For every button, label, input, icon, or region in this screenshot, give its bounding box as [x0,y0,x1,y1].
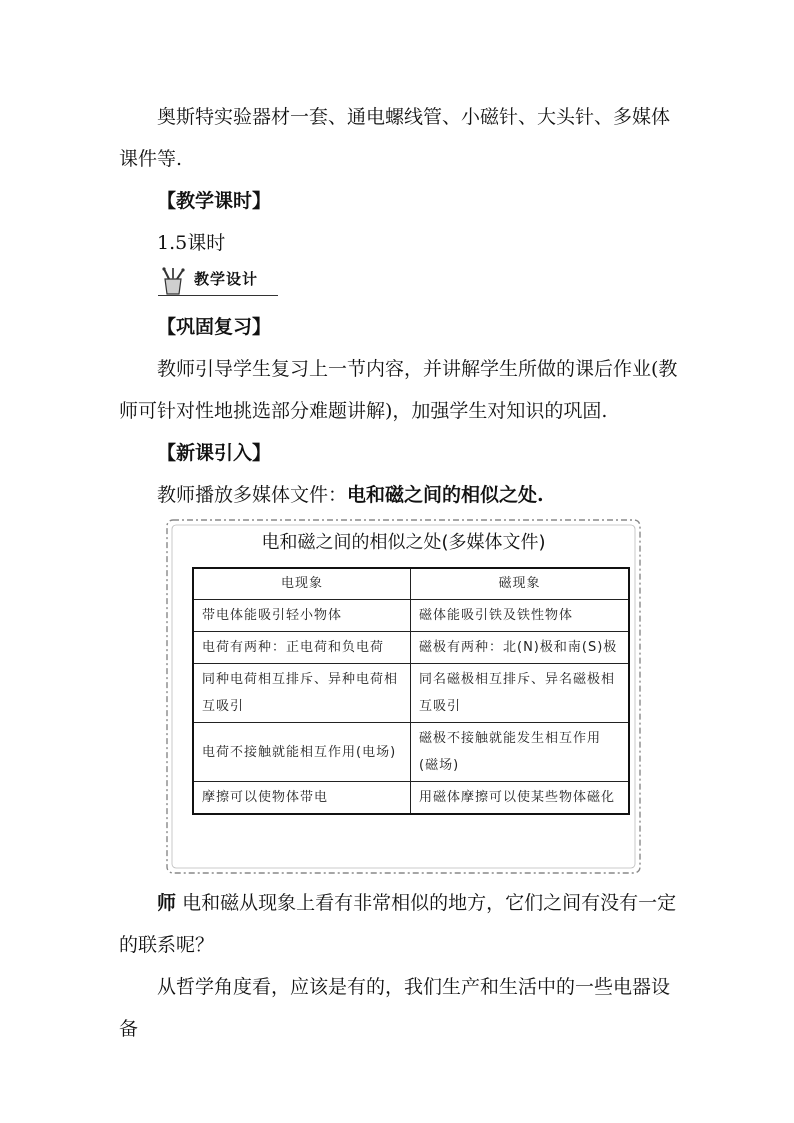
new-lesson-heading: 【新课引入】 [157,442,272,464]
table-cell: 同名磁极相互排斥、异名磁极相互吸引 [411,664,630,723]
review-heading: 【巩固复习】 [157,316,272,338]
table-cell: 带电体能吸引轻小物体 [193,600,411,632]
review-paragraph: 教师引导学生复习上一节内容，并讲解学生所做的课后作业(教师可针对性地挑选部分难题讲解)，加强学生对知识的巩固. [119,358,678,422]
table-header-cell: 电现象 [193,568,411,600]
teacher-question-text: 电和磁从现象上看有非常相似的地方，它们之间有没有一定的联系呢？ [119,892,677,956]
comparison-table [192,567,630,815]
teaching-design-label: 教学设计 [194,270,259,288]
table-row [193,632,629,664]
teaching-design-banner [158,265,278,297]
lesson-time-heading: 【教学课时】 [157,190,272,212]
table-row [193,664,629,723]
table-cell: 磁极不接触就能发生相互作用(磁场) [411,723,630,782]
table-header-row [193,568,629,600]
new-lesson-lead-topic: 电和磁之间的相似之处. [347,484,544,506]
materials-paragraph: 奥斯特实验器材一套、通电螺线管、小磁针、大头针、多媒体课件等. [119,106,671,170]
table-cell: 磁极有两种：北(N)极和南(S)极 [411,632,630,664]
table-cell: 磁体能吸引铁及铁性物体 [411,600,630,632]
closing-paragraph: 从哲学角度看，应该是有的，我们生产和生活中的一些电器设备 [119,976,671,1040]
lesson-time-value: 1.5课时 [157,232,226,254]
banner-underline [158,295,278,296]
teacher-question [119,882,679,966]
table-row [193,782,629,815]
pencil-cup-icon [158,267,188,295]
table-cell: 电荷不接触就能相互作用(电场) [193,723,411,782]
table-row [193,723,629,782]
teacher-speaker-label: 师 [157,892,177,914]
table-cell: 同种电荷相互排斥、异种电荷相互吸引 [193,664,411,723]
table-cell: 摩擦可以使物体带电 [193,782,411,815]
table-cell: 电荷有两种：正电荷和负电荷 [193,632,411,664]
new-lesson-lead [119,474,679,516]
table-cell: 用磁体摩擦可以使某些物体磁化 [411,782,630,815]
multimedia-slide [162,515,645,878]
table-row [193,600,629,632]
table-header-cell: 磁现象 [411,568,630,600]
slide-title: 电和磁之间的相似之处(多媒体文件) [261,532,546,553]
new-lesson-lead-text: 教师播放多媒体文件： [157,484,348,506]
